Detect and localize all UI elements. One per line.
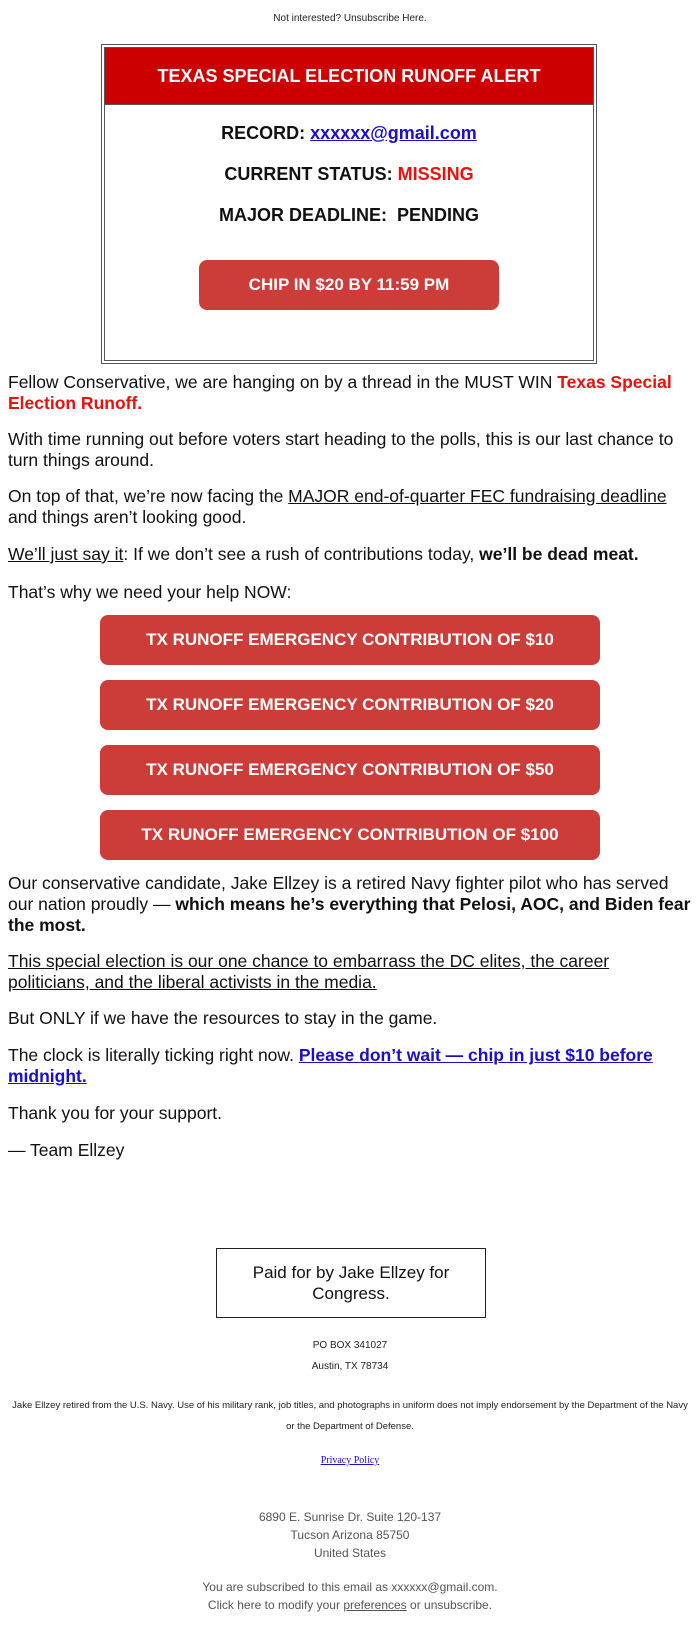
preferences-link[interactable]: preferences — [343, 1598, 407, 1612]
p3-underlined: MAJOR end-of-quarter FEC fundraising deadline — [288, 486, 667, 506]
unsubscribe-link[interactable]: Not interested? Unsubscribe Here. — [273, 13, 427, 24]
body-paragraph-10 — [8, 1103, 694, 1124]
p9-text: The clock is literally ticking right now. — [8, 1045, 299, 1065]
modify-line — [0, 1596, 700, 1614]
deadline-row: MAJOR DEADLINE: PENDING — [218, 205, 479, 225]
contribute-100-button[interactable]: TX RUNOFF EMERGENCY CONTRIBUTION OF $100 — [100, 810, 600, 860]
status-row — [105, 164, 593, 185]
body-paragraph-8 — [8, 1008, 694, 1029]
city-line: Austin, TX 78734 — [311, 1361, 389, 1372]
p3-text-a: On top of that, we’re now facing the — [8, 486, 289, 506]
body-paragraph-6 — [8, 873, 694, 936]
contribute-10-button[interactable]: TX RUNOFF EMERGENCY CONTRIBUTION OF $10 — [100, 615, 600, 665]
record-email-link[interactable]: xxxxxx@gmail.com — [310, 123, 477, 143]
p1-text: Fellow Conservative, we are hanging on by a thread in the MUST WIN — [8, 372, 558, 392]
p1-highlight: Texas Special Election Runoff. — [8, 372, 672, 413]
record-label: RECORD: — [221, 123, 311, 143]
address-line-3: United States — [313, 1546, 387, 1560]
body-paragraph-4 — [8, 544, 694, 565]
p4-underlined: We’ll just say it — [8, 544, 124, 564]
p2-text: With time running out before voters start heading to the polls, this is our last chance to turn things around. — [8, 429, 674, 470]
p3-text-c: and things aren’t looking good. — [8, 507, 247, 527]
body-paragraph-7 — [8, 951, 694, 993]
subscribed-line: You are subscribed to this email as xxxxxx@gmail.com. — [202, 1580, 498, 1594]
po-box: PO BOX 341027 — [312, 1340, 388, 1351]
military-disclaimer: Jake Ellzey retired from the U.S. Navy. Use of his military rank, job titles, and photographs in uniform does not imply endorsement by the Department of the Navy or the Department of Defense. — [12, 1400, 688, 1432]
p5-text: That’s why we need your help NOW: — [8, 582, 292, 602]
privacy-policy-link[interactable]: Privacy Policy — [320, 1455, 380, 1466]
p6-text: Our conservative candidate, Jake Ellzey is a retired Navy fighter pilot who has served our nation proudly — — [8, 873, 669, 914]
modify-text-a: Click here to modify your — [207, 1598, 344, 1612]
chip-in-10-link[interactable]: Please don’t wait — chip in just $10 before midnight. — [8, 1045, 653, 1086]
signature-text: — Team Ellzey — [8, 1140, 125, 1160]
p6-bold: which means he’s everything that Pelosi, AOC, and Biden fear the most. — [8, 894, 691, 935]
p10-text: Thank you for your support. — [8, 1103, 222, 1123]
address-line-1: 6890 E. Sunrise Dr. Suite 120-137 — [258, 1510, 442, 1524]
p8-text: But ONLY if we have the resources to stay in the game. — [8, 1008, 438, 1028]
paid-for-box: Paid for by Jake Ellzey for Congress. — [216, 1248, 486, 1318]
body-paragraph-3 — [8, 486, 694, 528]
alert-title: TEXAS SPECIAL ELECTION RUNOFF ALERT — [105, 48, 593, 105]
p7-underlined: This special election is our one chance to embarrass the DC elites, the career politicians, and the liberal activists in the media. — [8, 951, 610, 992]
p4-bold: we’ll be dead meat. — [479, 544, 639, 564]
p4-text: : If we don’t see a rush of contributions today, — [123, 544, 480, 564]
modify-text-b: or unsubscribe. — [406, 1598, 493, 1612]
status-label: CURRENT STATUS: — [224, 164, 398, 184]
body-paragraph-9 — [8, 1045, 694, 1087]
body-paragraph-1 — [8, 372, 694, 414]
contribute-20-button[interactable]: TX RUNOFF EMERGENCY CONTRIBUTION OF $20 — [100, 680, 600, 730]
contribute-50-button[interactable]: TX RUNOFF EMERGENCY CONTRIBUTION OF $50 — [100, 745, 600, 795]
chip-in-button[interactable]: CHIP IN $20 BY 11:59 PM — [199, 260, 499, 310]
subscription-info — [0, 1578, 700, 1614]
address-line-2: Tucson Arizona 85750 — [290, 1528, 410, 1542]
record-row — [105, 123, 593, 144]
runoff-alert-box — [101, 44, 597, 364]
body-paragraph-5 — [8, 582, 694, 603]
body-paragraph-2 — [8, 429, 694, 471]
privacy-policy-row — [0, 1455, 700, 1466]
signature — [8, 1140, 694, 1161]
status-value: MISSING — [397, 164, 474, 184]
alert-inner — [104, 47, 594, 361]
mailing-address — [0, 1508, 700, 1562]
